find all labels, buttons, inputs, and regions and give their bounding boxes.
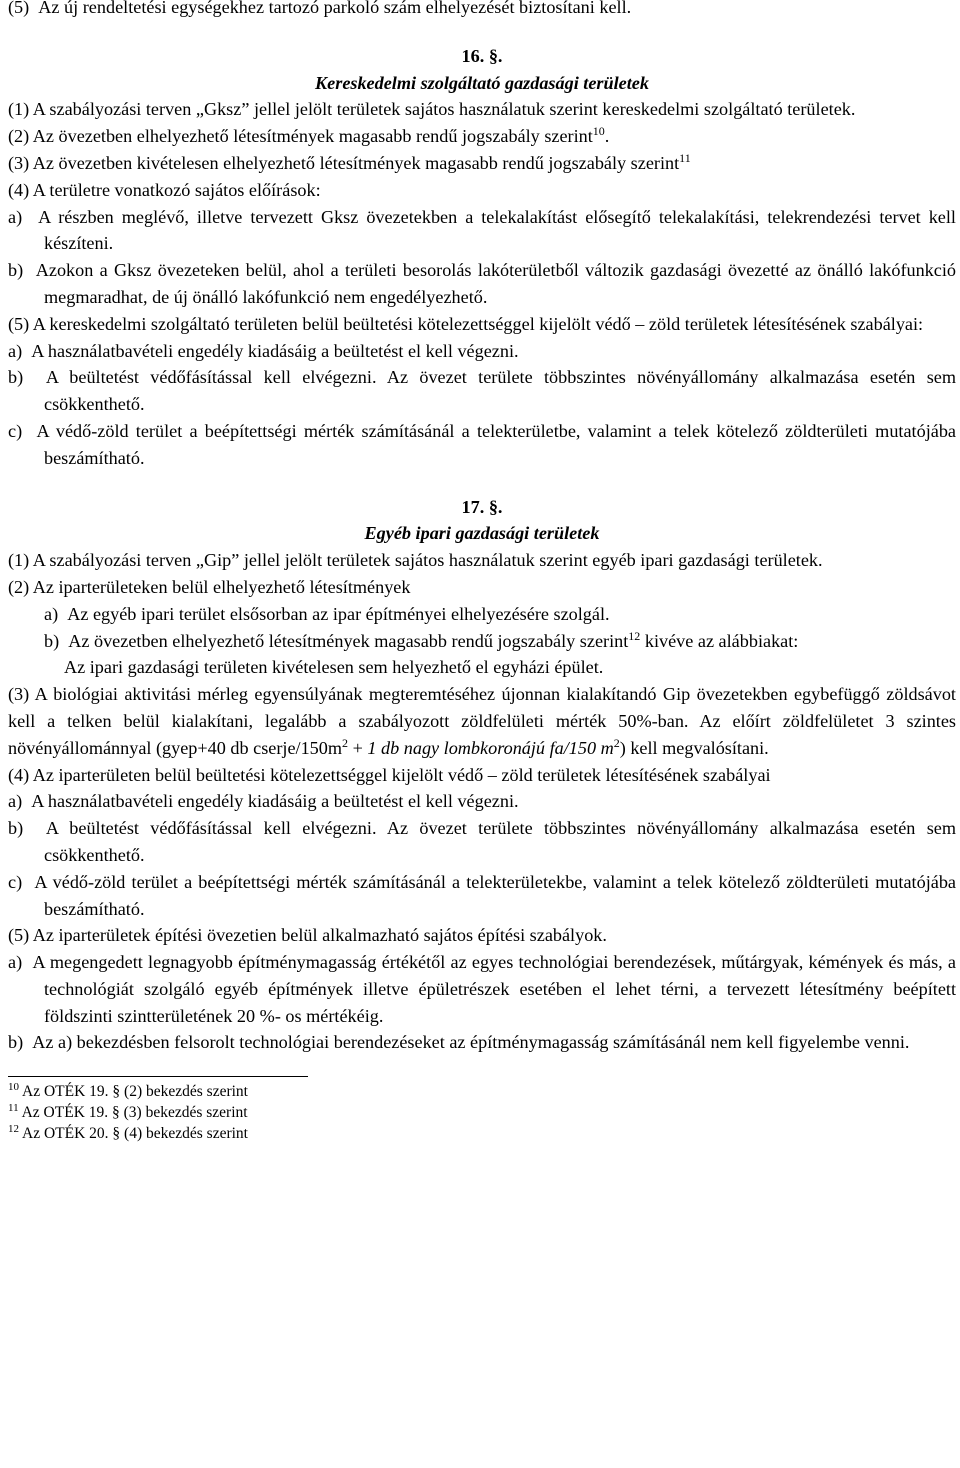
- paragraph: (4) Az iparterületen belül beültetési kötelezettséggel kijelölt védő – zöld területek létesítésének szabályai: [8, 764, 771, 785]
- list-item: c) A védő-zöld terület a beépítettségi mérték számításánál a telekterületbe, valamint a telek kötelező zöldterületi mutatójába beszámítható.: [8, 420, 956, 468]
- list-item: c) A védő-zöld terület a beépítettségi mérték számításánál a telekterületekbe, valamint a telek kötelező zöldterületi mutatójába beszámítható.: [8, 871, 956, 919]
- paragraph: (2) Az iparterületeken belül elhelyezhető létesítmények: [8, 576, 411, 597]
- section-title: Kereskedelmi szolgáltató gazdasági területek: [315, 72, 649, 93]
- footnote-ref: 11: [679, 150, 691, 165]
- list-item: a) A használatbavételi engedély kiadásáig a beültetést el kell végezni.: [8, 340, 519, 361]
- footnote: $^{11}$ Az OTÉK 19. § (3) bekezdés szerint: [8, 1102, 248, 1122]
- list-item: b) A beültetést védőfásítással kell elvégezni. Az övezet területe többszintes növényállomány alkalmazása esetén sem csökkenthető.: [8, 818, 956, 865]
- footnote-ref: 12: [628, 628, 641, 643]
- list-item: b) Az övezetben elhelyezhető létesítmények magasabb rendű jogszabály szerint$^{12}$ kivéve az alábbiakat:: [44, 628, 799, 651]
- footnote: $^{12}$ Az OTÉK 20. § (4) bekezdés szerint: [8, 1123, 248, 1143]
- list-item: a) A részben meglévő, illetve tervezett Gksz övezetekben a telekalakítást elősegítő telekalakítási, telekrendezési tervet kell készíteni.: [8, 206, 956, 254]
- section-title: Egyéb ipari gazdasági területek: [364, 523, 600, 544]
- paragraph: (4) A területre vonatkozó sajátos előírások:: [8, 179, 321, 200]
- section-number: 16. §.: [461, 45, 503, 66]
- paragraph: (5) Az új rendeltetési egységekhez tartozó parkoló szám elhelyezését biztosítani kell.: [8, 0, 632, 17]
- paragraph: Az ipari gazdasági területen kivételesen sem helyezhető el egyházi épület.: [64, 657, 604, 678]
- document-page: [8, 0, 956, 1144]
- paragraph: (1) A szabályozási terven „Gip” jellel jelölt területek sajátos használatuk szerint egyéb ipari gazdasági területek.: [8, 550, 823, 571]
- footnote-ref: 10: [592, 124, 605, 139]
- paragraph: (2) Az övezetben elhelyezhető létesítmények magasabb rendű jogszabály szerint$^{10}$.: [8, 124, 610, 147]
- paragraph: (3) Az övezetben kivételesen elhelyezhető létesítmények magasabb rendű jogszabály szerint$^{11}$: [8, 150, 691, 173]
- list-item: a) Az egyéb ipari terület elsősorban az ipar építményei elhelyezésére szolgál.: [44, 603, 610, 624]
- list-item: a) A megengedett legnagyobb építménymagasság értékétől az egyes technológiai berendezések, műtárgyak, kémények és más, a technológiát szolgáló egyéb építmények illetve épületrészek esetében el lehet térni, a tervezett létesítmény beépített földszinti szintterületének 20 %- os mértékéig.: [8, 952, 956, 1026]
- list-item: a) A használatbavételi engedély kiadásáig a beültetést el kell végezni.: [8, 791, 519, 812]
- paragraph: (5) A kereskedelmi szolgáltató területen belül beültetési kötelezettséggel kijelölt védő – zöld területek létesítésének szabályai:: [8, 313, 924, 334]
- paragraph: (3) A biológiai aktivitási mérleg egyensúlyának megteremtéséhez újonnan kialakítandó Gip övezetekben egybefüggő zöldsávot kell a telken belül kialakítani, legalább a szabályozott zöldfelületi mérték 50%-ban. Az előírt zöldfelületet 3 szintes növényállománnyal (gyep+40 db cserje/$150m^2 + 1$ db nagy lombkoronájú fa/150 $m^2$) kell megvalósítani.: [8, 684, 956, 758]
- paragraph: (1) A szabályozási terven „Gksz” jellel jelölt területek sajátos használatuk szerint kereskedelmi szolgáltató területek.: [8, 99, 856, 120]
- paragraph: (5) Az iparterületek építési övezetien belül alkalmazható sajátos építési szabályok.: [8, 925, 607, 946]
- section-number: 17. §.: [461, 496, 503, 517]
- list-item: b) Az a) bekezdésben felsorolt technológiai berendezéseket az építménymagasság számításánál nem kell figyelembe venni.: [8, 1032, 910, 1053]
- list-item: b) Azokon a Gksz övezeteken belül, ahol a területi besorolás lakóterületből változik gazdasági övezetté az önálló lakófunkció megmaradhat, de új önálló lakófunkció nem engedélyezhető.: [8, 260, 956, 307]
- footnote-separator: [8, 1076, 308, 1077]
- list-item: b) A beültetést védőfásítással kell elvégezni. Az övezet területe többszintes növényállomány alkalmazása esetén sem csökkenthető.: [8, 367, 956, 415]
- footnote: $^{10}$ Az OTÉK 19. § (2) bekezdés szerint: [8, 1081, 248, 1101]
